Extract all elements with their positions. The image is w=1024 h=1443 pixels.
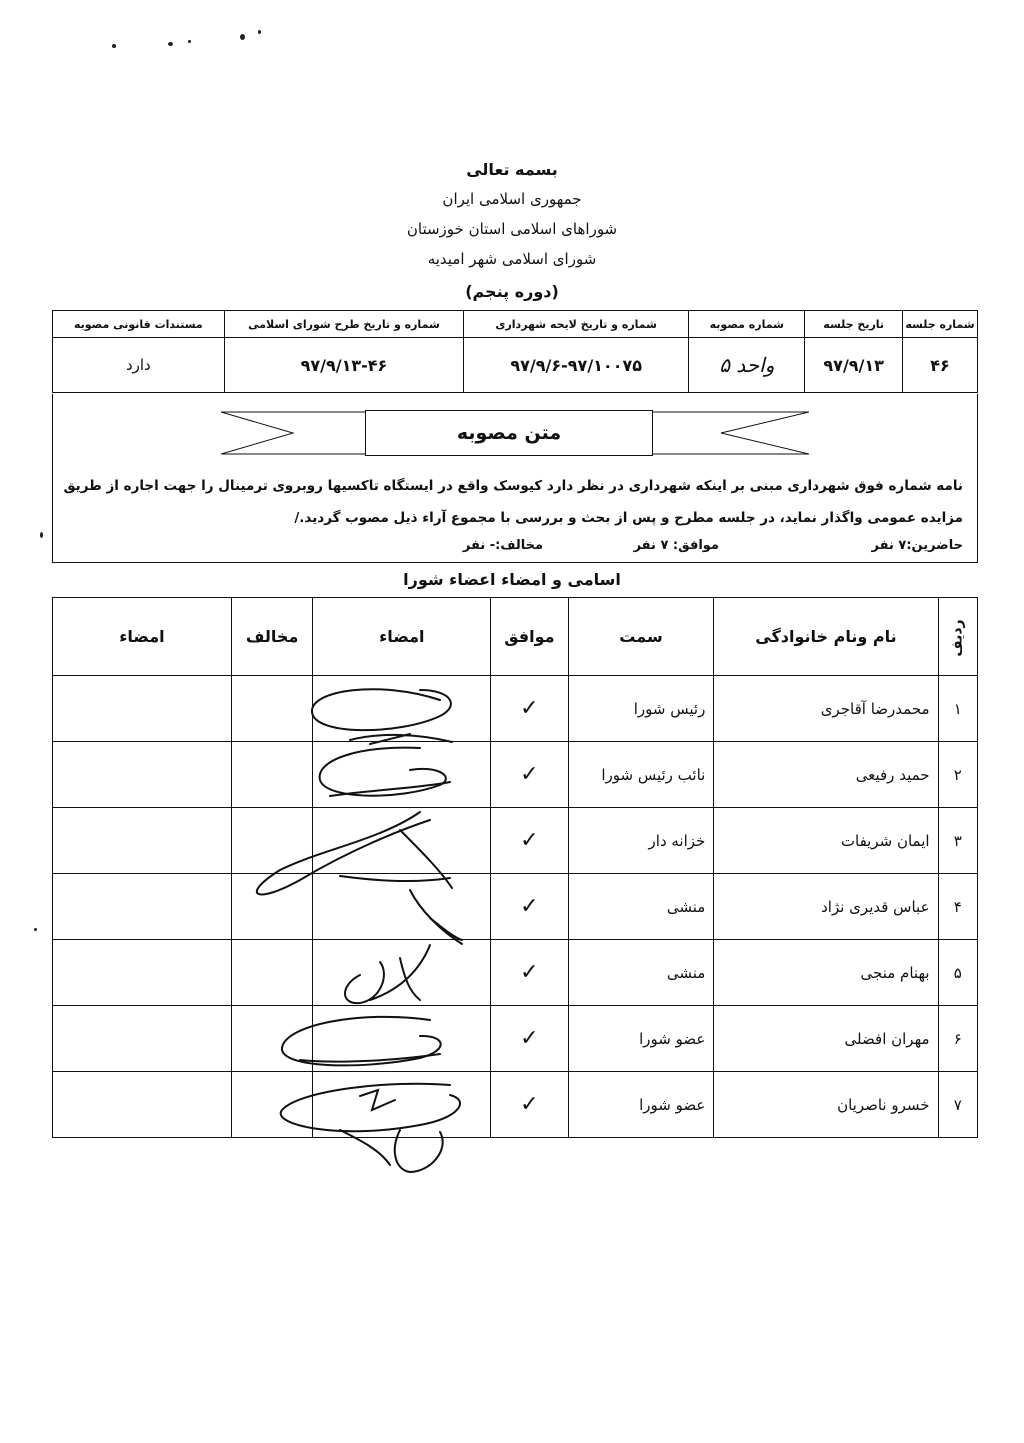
member-row (53, 940, 978, 1006)
members-title: اسامی و امضاء اعضاء شورا (403, 570, 621, 589)
member-against-cell (231, 874, 313, 940)
session-date-header: تاریخ جلسه (805, 311, 903, 338)
sign-header: امضاء (313, 598, 491, 676)
resolution-text-line-1: نامه شماره فوق شهرداری مبنی بر اینکه شهرداری در نظر دارد کیوسک واقع در ایستگاه تاکسیها روبروی ترمینال را جهت اجاره از طریق (63, 478, 963, 494)
members-header-row (53, 598, 978, 676)
member-idx: ۱ (938, 676, 977, 742)
scan-speck (168, 42, 173, 46)
member-against-cell (231, 1072, 313, 1138)
members-table (52, 597, 978, 1138)
member-row (53, 1006, 978, 1072)
member-row (53, 742, 978, 808)
member-name: خسرو ناصریان (714, 1072, 938, 1138)
member-against-cell (231, 808, 313, 874)
member-role: خزانه دار (568, 808, 714, 874)
header-country: جمهوری اسلامی ایران (442, 190, 582, 208)
sign2-header: امضاء (53, 598, 232, 676)
member-name: ایمان شریفات (714, 808, 938, 874)
member-agree-check: ✓ (491, 874, 568, 940)
member-row (53, 676, 978, 742)
agree-header: موافق (491, 598, 568, 676)
bill-no-date-header: شماره و تاریخ لایحه شهرداری (464, 311, 689, 338)
header-province-council: شوراهای اسلامی استان خوزستان (406, 220, 618, 238)
bill-no-date-value: ۹۷/۹/۶-۹۷/۱۰۰۷۵ (464, 338, 689, 393)
header-bismillah: بسمه تعالی (466, 160, 558, 179)
resolution-no-header: شماره مصوبه (689, 311, 805, 338)
present-count: حاضرین:۷ نفر (871, 538, 963, 553)
member-signature-cell (313, 676, 491, 742)
resolution-banner-title: متن مصوبه (365, 410, 653, 456)
member-role: منشی (568, 940, 714, 1006)
member-name: عباس قدیری نژاد (714, 874, 938, 940)
member-role: عضو شورا (568, 1006, 714, 1072)
session-no-header: شماره جلسه (902, 311, 977, 338)
session-info-header-row (53, 311, 978, 338)
member-signature-cell (313, 1006, 491, 1072)
member-signature2-cell (53, 1072, 232, 1138)
header-term: (دوره پنجم) (465, 282, 559, 301)
idx-header-label: ردیف (949, 619, 966, 657)
session-info-table (52, 310, 978, 393)
member-idx: ۵ (938, 940, 977, 1006)
member-agree-check: ✓ (491, 940, 568, 1006)
member-agree-check: ✓ (491, 808, 568, 874)
role-header: سمت (568, 598, 714, 676)
member-role: عضو شورا (568, 1072, 714, 1138)
member-against-cell (231, 676, 313, 742)
scan-speck (240, 34, 245, 40)
member-signature2-cell (53, 808, 232, 874)
against-count: مخالف:- نفر (462, 538, 543, 553)
member-against-cell (231, 940, 313, 1006)
legal-docs-header: مستندات قانونی مصوبه (53, 311, 225, 338)
member-signature-cell (313, 1072, 491, 1138)
member-idx: ۷ (938, 1072, 977, 1138)
member-signature2-cell (53, 676, 232, 742)
member-against-cell (231, 1006, 313, 1072)
legal-docs-value: دارد (53, 338, 225, 393)
member-against-cell (231, 742, 313, 808)
member-signature-cell (313, 874, 491, 940)
member-idx: ۲ (938, 742, 977, 808)
session-no-value: ۴۶ (902, 338, 977, 393)
member-name: حمید رفیعی (714, 742, 938, 808)
header-city-council: شورای اسلامی شهر امیدیه (427, 250, 597, 268)
member-role: منشی (568, 874, 714, 940)
member-agree-check: ✓ (491, 1006, 568, 1072)
scan-speck (188, 40, 191, 43)
member-row (53, 1072, 978, 1138)
name-header: نام ونام خانوادگی (714, 598, 938, 676)
scan-speck (34, 928, 37, 931)
resolution-text-line-2: مزایده عمومی واگذار نماید، در جلسه مطرح و پس از بحث و بررسی با مجموع آراء ذیل مصوب گردید./ (294, 510, 963, 526)
member-signature-cell (313, 940, 491, 1006)
member-role: رئیس شورا (568, 676, 714, 742)
member-idx: ۳ (938, 808, 977, 874)
resolution-text-box (52, 394, 978, 563)
member-signature2-cell (53, 1006, 232, 1072)
idx-header (938, 598, 977, 676)
resolution-banner (221, 410, 809, 456)
resolution-no-value: واحد ۵ (689, 338, 805, 393)
session-date-value: ۹۷/۹/۱۳ (805, 338, 903, 393)
scan-speck (258, 30, 261, 34)
against-header: مخالف (231, 598, 313, 676)
member-name: محمدرضا آقاجری (714, 676, 938, 742)
plan-no-date-value: ۹۷/۹/۱۳-۴۶ (224, 338, 463, 393)
plan-no-date-header: شماره و تاریخ طرح شورای اسلامی (224, 311, 463, 338)
member-signature-cell (313, 742, 491, 808)
member-row (53, 874, 978, 940)
member-signature2-cell (53, 940, 232, 1006)
member-signature2-cell (53, 742, 232, 808)
member-signature-cell (313, 808, 491, 874)
scan-speck (112, 44, 116, 48)
member-idx: ۴ (938, 874, 977, 940)
member-idx: ۶ (938, 1006, 977, 1072)
member-agree-check: ✓ (491, 676, 568, 742)
member-name: بهنام منجی (714, 940, 938, 1006)
member-name: مهران افضلی (714, 1006, 938, 1072)
member-role: نائب رئیس شورا (568, 742, 714, 808)
member-agree-check: ✓ (491, 1072, 568, 1138)
member-row (53, 808, 978, 874)
scan-speck (40, 532, 43, 538)
member-signature2-cell (53, 874, 232, 940)
agree-count: موافق: ۷ نفر (633, 538, 719, 553)
member-agree-check: ✓ (491, 742, 568, 808)
session-info-value-row (53, 338, 978, 393)
